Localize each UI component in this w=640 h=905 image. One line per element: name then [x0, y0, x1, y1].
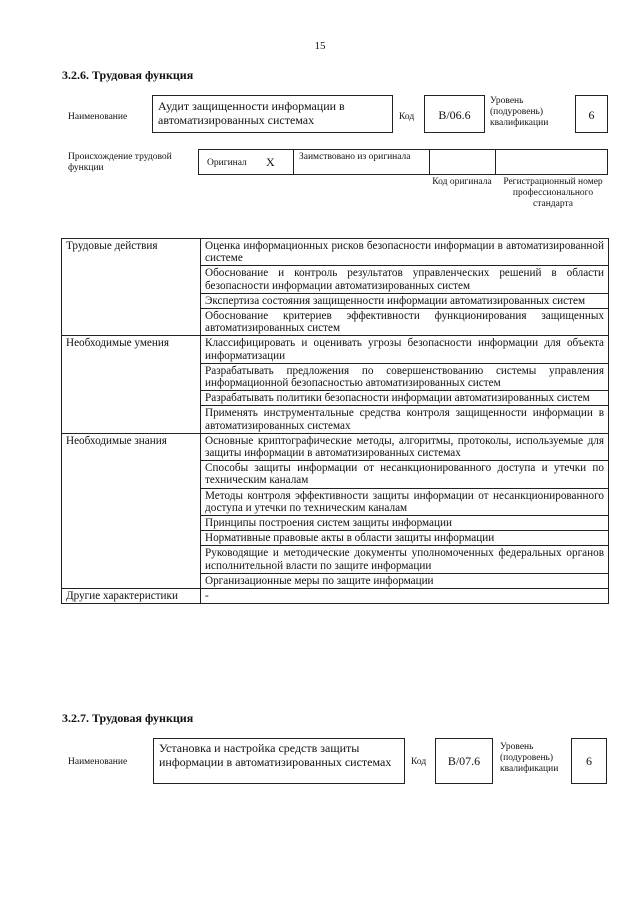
code-label: Код: [399, 112, 415, 122]
section-title-3-2-6: 3.2.6. Трудовая функция: [62, 68, 194, 82]
function-name-box-2: [153, 738, 405, 784]
function-code-box: [424, 95, 485, 133]
borrowed-cell: [293, 149, 430, 175]
table-cell: Классифицировать и оценивать угрозы безопасности информации для объекта информатизации: [201, 336, 609, 363]
table-cell: Способы защиты информации от несанкционированного доступа и утечки по техническим каналам: [201, 461, 609, 488]
qualification-level-box: [575, 95, 608, 133]
table-cell: Методы контроля эффективности защиты информации от несанкционированного доступа и утечки по техническим каналам: [201, 488, 609, 515]
table-cell: Экспертиза состояния защищенности информации автоматизированных систем: [201, 293, 609, 308]
table-row: [62, 589, 609, 604]
table-row: [62, 433, 609, 460]
table-cell: Обоснование и контроль результатов управленческих решений в области безопасности информации автоматизированных систем: [201, 266, 609, 293]
original-label: Оригинал: [207, 158, 247, 168]
qualification-level-box-2: [571, 738, 607, 784]
level-label-2: Уровень (подуровень) квалификации: [500, 742, 559, 774]
table-row: [62, 336, 609, 363]
page-number: 15: [314, 40, 326, 52]
name-label-2: Наименование: [68, 757, 128, 767]
table-cell: Руководящие и методические документы уполномоченных федеральных органов исполнительной власти по защите информации: [201, 546, 609, 573]
category-other-characteristics: Другие характеристики: [62, 589, 201, 604]
qualification-level-2: 6: [586, 754, 592, 768]
function-code: B/06.6: [438, 108, 471, 122]
table-cell: Оценка информационных рисков безопасности информации в автоматизированной системе: [201, 239, 609, 266]
original-mark: X: [266, 155, 275, 169]
table-row: [62, 239, 609, 266]
borrowed-label: Заимствовано из оригинала: [299, 152, 411, 162]
function-name-box: [152, 95, 393, 133]
origin-code-caption: Код оригинала: [432, 177, 492, 187]
category-required-skills: Необходимые умения: [62, 336, 201, 433]
table-cell: Принципы построения систем защиты информации: [201, 516, 609, 531]
function-code-box-2: [435, 738, 493, 784]
level-label: Уровень (подуровень) квалификации: [490, 96, 549, 128]
category-labor-actions: Трудовые действия: [62, 239, 201, 336]
table-cell: Организационные меры по защите информации: [201, 573, 609, 588]
function-name-2: Установка и настройка средств защиты информации в автоматизированных системах: [159, 741, 392, 769]
qualification-level: 6: [588, 108, 595, 122]
origin-label: Происхождение трудовой функции: [68, 152, 172, 173]
table-cell: Нормативные правовые акты в области защиты информации: [201, 531, 609, 546]
function-name: Аудит защищенности информации в автоматизированных системах: [158, 99, 345, 127]
function-code-2: B/07.6: [447, 754, 481, 768]
origin-code-cell: [429, 149, 496, 175]
table-cell: Основные криптографические методы, алгоритмы, протоколы, используемые для защиты информации в автоматизированных системах: [201, 433, 609, 460]
table-cell: Обоснование критериев эффективности функционирования защищенных автоматизированных систем: [201, 309, 609, 336]
table-cell: -: [201, 589, 609, 604]
category-required-knowledge: Необходимые знания: [62, 433, 201, 588]
code-label-2: Код: [411, 757, 427, 767]
original-cell: [198, 149, 294, 175]
table-cell: Применять инструментальные средства контроля защищенности информации в автоматизированных системах: [201, 406, 609, 433]
labor-function-table: [61, 238, 609, 604]
reg-number-caption: Регистрационный номер профессионального стандарта: [503, 177, 603, 209]
table-cell: Разрабатывать предложения по совершенствованию системы управления информационной безопасностью автоматизированных систем: [201, 363, 609, 390]
table-cell: Разрабатывать политики безопасности информации автоматизированных систем: [201, 391, 609, 406]
name-label: Наименование: [68, 112, 128, 122]
section-title-3-2-7: 3.2.7. Трудовая функция: [62, 711, 194, 725]
reg-number-cell: [495, 149, 608, 175]
